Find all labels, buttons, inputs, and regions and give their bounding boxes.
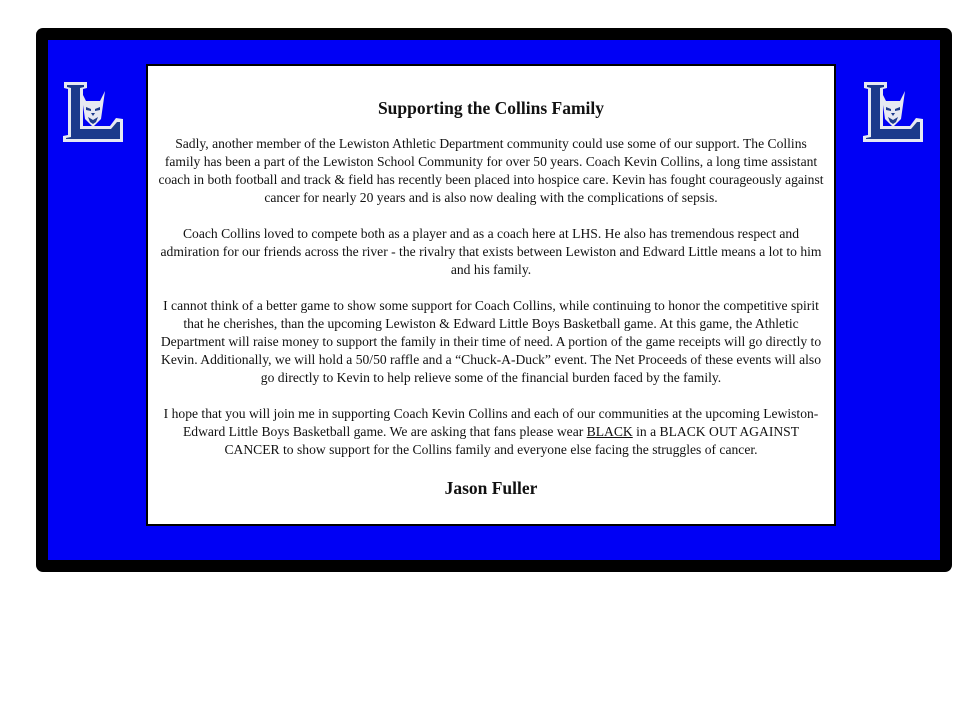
devil-head-right: [881, 91, 905, 127]
lewiston-blue-devil-logo-left: [60, 79, 126, 145]
black-underlined-word: BLACK: [586, 424, 633, 439]
paragraph-4-end: in a BLACK OUT AGAINST CANCER to show support for the Collins family and everyone else facing the struggles of cancer.: [224, 424, 800, 457]
paragraph-4: [156, 405, 826, 459]
paragraph-2: Coach Collins loved to compete both as a player and as a coach here at LHS. He also has tremendous respect and admiration for our friends across the river - the rivalry that exists between Lewiston and Edward Little means a lot to him and his family.: [160, 226, 822, 277]
lewiston-blue-devil-logo-right: [860, 79, 926, 145]
letter-panel: [146, 64, 836, 526]
paragraph-3: I cannot think of a better game to show some support for Coach Collins, while continuing to honor the competitive spirit that he cherishes, than the upcoming Lewiston & Edward Little Boys Basketball game. At this game, the Athletic Department will raise money to support the family in their time of need. A portion of the game receipts will go directly to Kevin. Additionally, we will hold a 50/50 raffle and a “Chuck-A-Duck” event. The Net Proceeds of these events will also go directly to Kevin to help relieve some of the financial burden faced by the family.: [160, 298, 822, 385]
signature: Jason Fuller: [444, 478, 538, 498]
paragraph-4-start: I hope that you will join me in supporting Coach Kevin Collins and each of our communities at the upcoming Lewiston-Edward Little Boys Basketball game. We are asking that fans please wear: [163, 406, 819, 439]
paragraph-1: Sadly, another member of the Lewiston Athletic Department community could use some of our support. The Collins family has been a part of the Lewiston School Community for over 50 years. Coach Kevin Collins, a long time assistant coach in both football and track & field has recently been placed into hospice care. Kevin has fought courageously against cancer for nearly 20 years and is also now dealing with the complications of sepsis.: [158, 136, 824, 205]
letter-title: Supporting the Collins Family: [377, 98, 605, 118]
devil-head-left: [81, 91, 105, 127]
